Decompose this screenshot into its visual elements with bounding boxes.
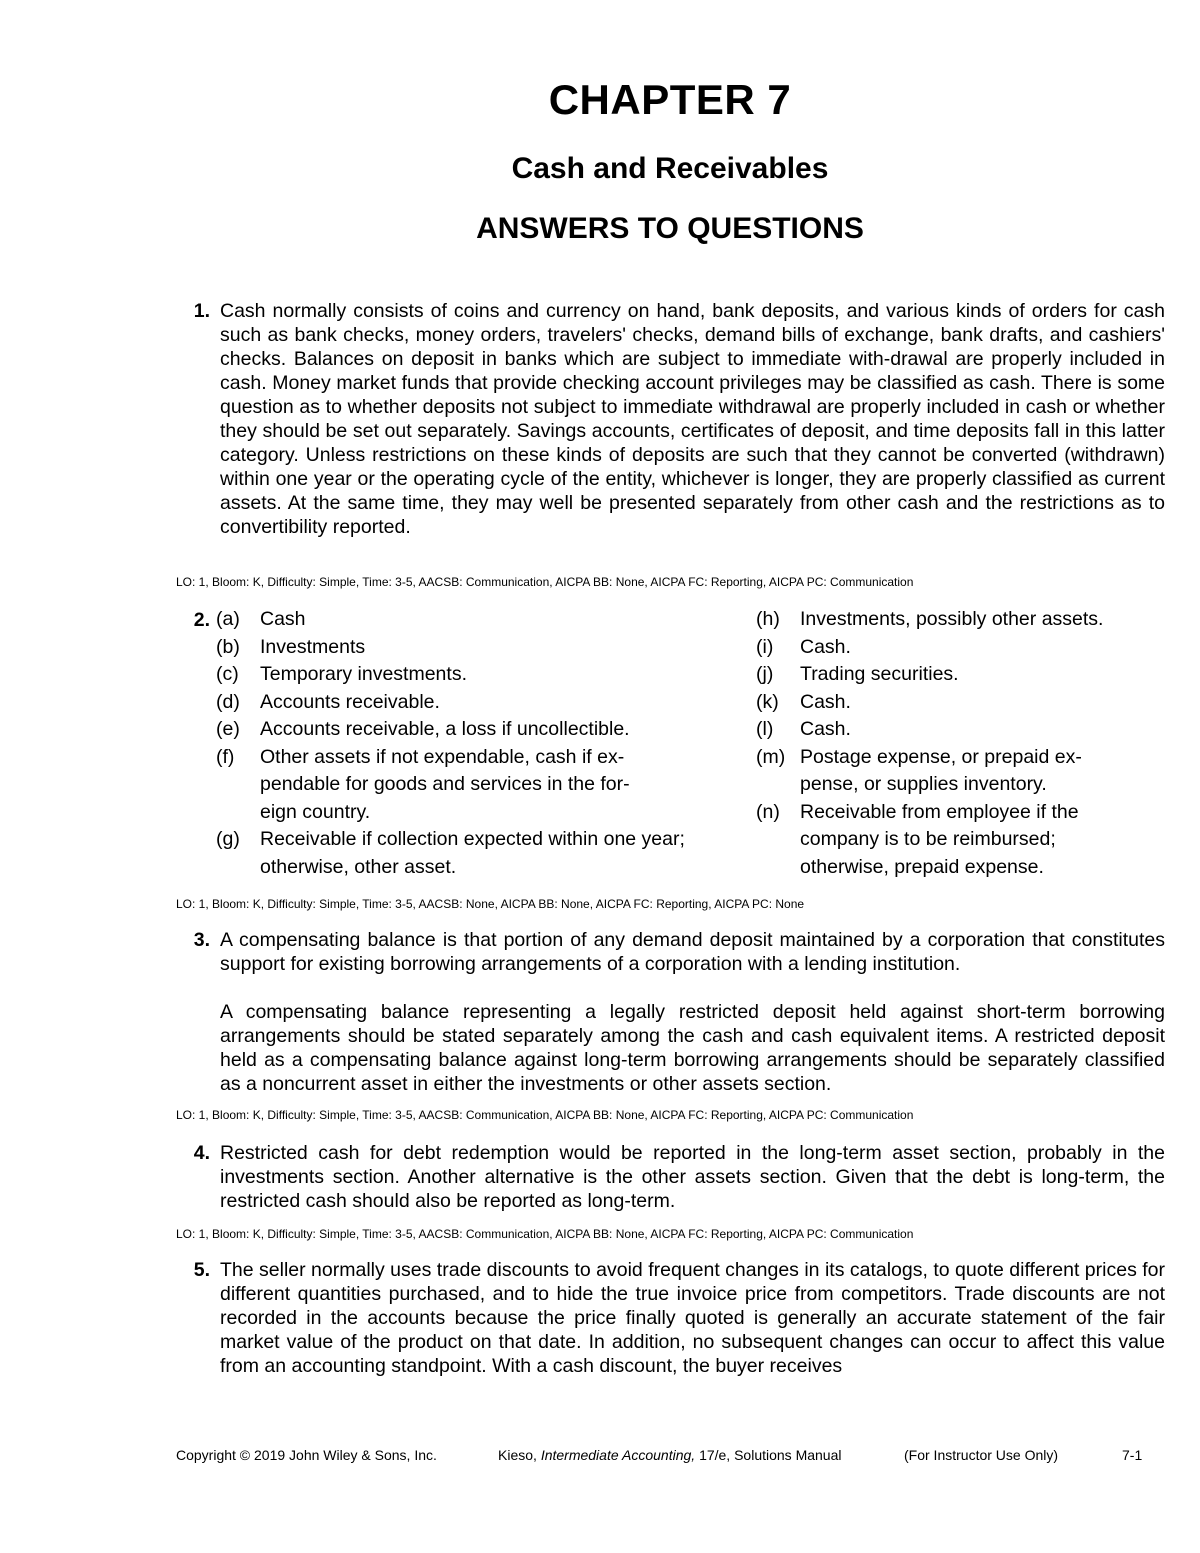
question-number: 4. (193, 1142, 210, 1164)
question-5-text: The seller normally uses trade discounts to avoid frequent changes in its catalogs, to quote different prices for different quantities purchased, and to hide the true invoice price from competitors. Trade discounts are not recorded in the accounts because the price finally quoted is generally an accurate statement of the fair market value of the product on that date. In addition, no subsequent changes can occur to affect this value from an accounting standpoint. With a cash discount, the buyer receives (220, 1259, 1165, 1377)
list-item: (h) Investments, possibly other assets. (756, 608, 1104, 630)
question-2-lo: LO: 1, Bloom: K, Difficulty: Simple, Time: 3-5, AACSB: None, AICPA BB: None, AICPA FC: Reporting, AICPA PC: None (176, 897, 805, 911)
question-number: 1. (193, 300, 210, 322)
question-2-left-column (216, 606, 685, 881)
question-3-paragraph-1: A compensating balance is that portion of any demand deposit maintained by a corporation that constitutes support for existing borrowing arrangements of a corporation with a lending institution. (220, 929, 1165, 975)
chapter-subtitle: Cash and Receivables (511, 152, 829, 185)
list-item: (b) Investments (216, 635, 366, 658)
section-heading: ANSWERS TO QUESTIONS (476, 212, 864, 245)
question-number: 5. (193, 1259, 210, 1281)
question-number: 3. (193, 929, 210, 951)
question-3-paragraph-2: A compensating balance representing a legally restricted deposit held against short-term borrowing arrangements should be stated separately among the cash and cash equivalent items. A restricted deposit held as a compensating balance against long-term borrowing arrangements should be separately classified as a noncurrent asset in either the investments or other assets section. (220, 1001, 1165, 1095)
list-item: (k) Cash. (756, 690, 851, 713)
question-3-lo: LO: 1, Bloom: K, Difficulty: Simple, Time: 3-5, AACSB: Communication, AICPA BB: None, AICPA FC: Reporting, AICPA PC: Communication (176, 1108, 914, 1122)
question-1 (180, 299, 1165, 539)
question-4 (180, 1141, 1165, 1213)
question-4-text: Restricted cash for debt redemption would be reported in the long-term asset section, probably in the investments section. Another alternative is the other assets section. Given that the debt is long-term, the restricted cash should also be reported as long-term. (220, 1142, 1165, 1212)
list-item: (n) Receivable from employee if the company is to be reimbursed; otherwise, prepaid expense. (756, 800, 1079, 878)
list-item: (e) Accounts receivable, a loss if uncollectible. (216, 718, 630, 740)
footer-book: Kieso, Intermediate Accounting, 17/e, Solutions Manual (498, 1447, 842, 1463)
question-2-right-column (756, 606, 1156, 881)
list-item: (m) Postage expense, or prepaid ex-pense, or supplies inventory. (756, 745, 1082, 795)
list-item: (a) Cash (216, 608, 306, 630)
question-5 (180, 1258, 1165, 1378)
list-item: (l) Cash. (756, 718, 851, 740)
list-item: (g) Receivable if collection expected within one year; otherwise, other asset. (216, 828, 685, 878)
footer-note: (For Instructor Use Only) (904, 1447, 1059, 1463)
question-number: 2. (193, 609, 210, 631)
page-number: 7-1 (1122, 1447, 1143, 1463)
question-3 (180, 928, 1165, 1096)
list-item: (i) Cash. (756, 635, 851, 658)
list-item: (d) Accounts receivable. (216, 690, 440, 713)
list-item: (f) Other assets if not expendable, cash if ex-pendable for goods and services in the for-eign country. (216, 745, 630, 823)
footer-copyright: Copyright © 2019 John Wiley & Sons, Inc. (176, 1447, 437, 1463)
list-item: (c) Temporary investments. (216, 663, 467, 685)
question-1-text: Cash normally consists of coins and currency on hand, bank deposits, and various kinds of orders for cash such as bank checks, money orders, travelers' checks, demand bills of exchange, bank drafts, and cashiers' checks. Balances on deposit in banks which are subject to immediate with-drawal are properly included in cash. Money market funds that provide checking account privileges may be classified as cash. There is some question as to whether deposits not subject to immediate withdrawal are properly included in cash or whether they should be set out separately. Savings accounts, certificates of deposit, and time deposits fall in this latter category. Unless restrictions on these kinds of deposits are such that they cannot be converted (withdrawn) within one year or the operating cycle of the entity, whichever is longer, they are properly classified as current assets. At the same time, they may well be presented separately from other cash and the restrictions as to convertibility reported. (220, 300, 1165, 538)
question-4-lo: LO: 1, Bloom: K, Difficulty: Simple, Time: 3-5, AACSB: Communication, AICPA BB: None, AICPA FC: Reporting, AICPA PC: Communication (176, 1227, 914, 1241)
chapter-heading: CHAPTER 7 (548, 76, 792, 123)
question-1-lo: LO: 1, Bloom: K, Difficulty: Simple, Time: 3-5, AACSB: Communication, AICPA BB: None, AICPA FC: Reporting, AICPA PC: Communication (176, 575, 914, 589)
list-item: (j) Trading securities. (756, 663, 959, 685)
